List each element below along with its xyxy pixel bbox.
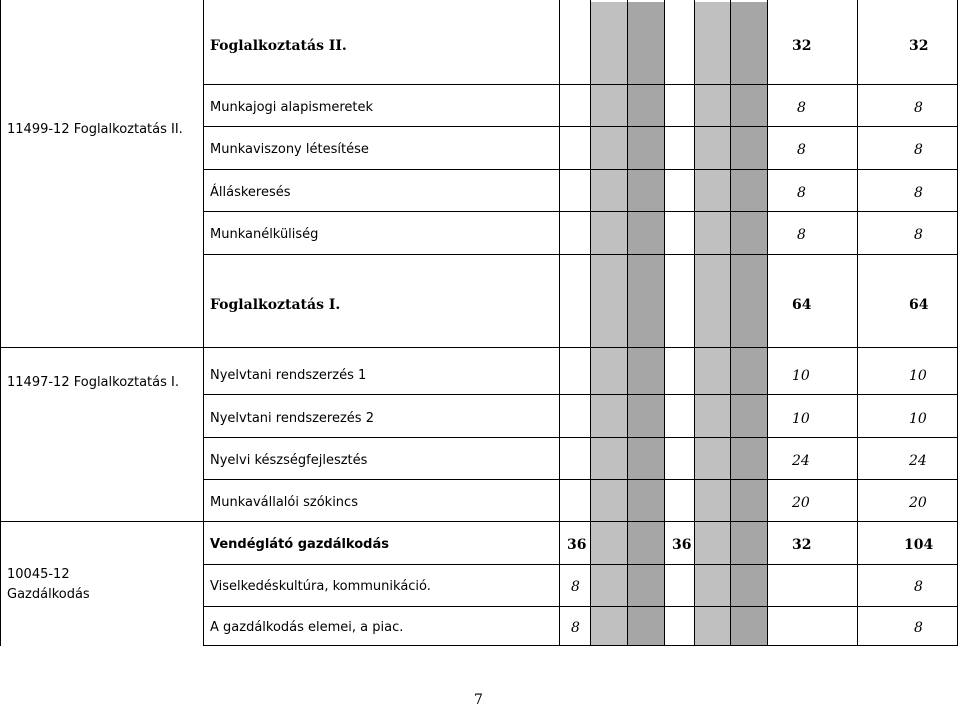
hours-value: 32 (909, 38, 929, 54)
shaded-column (591, 2, 628, 646)
subject-name: Álláskeresés (210, 185, 291, 200)
subject-name: Foglalkoztatás I. (210, 297, 341, 313)
table-line (559, 0, 560, 646)
subject-name: Munkanélküliség (210, 227, 319, 242)
table-line (730, 0, 731, 646)
hours-value: 8 (914, 227, 923, 243)
hours-value: 8 (914, 579, 923, 595)
hours-value: 8 (797, 100, 806, 116)
subject-name: Nyelvi készségfejlesztés (210, 453, 368, 468)
table-line (627, 0, 628, 646)
table-line (204, 254, 958, 255)
hours-value: 64 (909, 297, 929, 313)
hours-value: 20 (909, 495, 927, 511)
hours-value: 36 (567, 537, 587, 553)
hours-value: 24 (909, 453, 927, 469)
hours-value: 24 (792, 453, 810, 469)
hours-value: 8 (914, 185, 923, 201)
subject-name: Nyelvtani rendszerzés 1 (210, 368, 367, 383)
hours-value: 8 (797, 142, 806, 158)
shaded-column (628, 2, 664, 646)
table-line (204, 126, 958, 127)
table-line (0, 521, 958, 522)
hours-value: 8 (797, 227, 806, 243)
hours-value: 10 (792, 411, 810, 427)
table-line (204, 645, 958, 646)
module-label-line-2: Gazdálkodás (7, 587, 90, 602)
table-line (203, 0, 204, 646)
shaded-column (695, 2, 731, 646)
table-line (204, 479, 958, 480)
hours-value: 8 (914, 620, 923, 636)
table-line (204, 211, 958, 212)
table-line (204, 84, 958, 85)
table-line (204, 394, 958, 395)
hours-value: 32 (792, 38, 812, 54)
table-line (204, 169, 958, 170)
page-number: 7 (474, 692, 483, 708)
hours-value: 20 (792, 495, 810, 511)
module-label-line-1: 10045-12 (7, 567, 70, 582)
subject-name: Vendéglátó gazdálkodás (210, 537, 389, 552)
table-line (204, 606, 958, 607)
subject-name: Viselkedéskultúra, kommunikáció. (210, 579, 431, 594)
hours-value: 8 (571, 620, 580, 636)
hours-value: 8 (571, 579, 580, 595)
subject-name: Munkajogi alapismeretek (210, 100, 374, 115)
hours-value: 10 (909, 368, 927, 384)
shaded-column (731, 2, 767, 646)
table-line (957, 0, 958, 646)
hours-value: 8 (914, 100, 923, 116)
table-line (664, 0, 665, 646)
table-line (204, 437, 958, 438)
hours-value: 36 (672, 537, 692, 553)
table-line (0, 0, 1, 646)
hours-value: 10 (909, 411, 927, 427)
subject-name: A gazdálkodás elemei, a piac. (210, 620, 404, 635)
table-line (204, 564, 958, 565)
subject-name: Munkavállalói szókincs (210, 495, 358, 510)
hours-value: 64 (792, 297, 812, 313)
hours-value: 32 (792, 537, 812, 553)
table-line (590, 0, 591, 646)
hours-value: 104 (904, 537, 934, 553)
module-label: 11497-12 Foglalkoztatás I. (7, 375, 179, 390)
hours-value: 8 (914, 142, 923, 158)
table-line (0, 347, 958, 348)
subject-name: Foglalkoztatás II. (210, 38, 347, 54)
hours-value: 10 (792, 368, 810, 384)
hours-value: 8 (797, 185, 806, 201)
subject-name: Nyelvtani rendszerezés 2 (210, 411, 374, 426)
table-line (857, 0, 858, 646)
table-line (694, 0, 695, 646)
module-label: 11499-12 Foglalkoztatás II. (7, 122, 183, 137)
table-line (767, 0, 768, 646)
subject-name: Munkaviszony létesítése (210, 142, 369, 157)
